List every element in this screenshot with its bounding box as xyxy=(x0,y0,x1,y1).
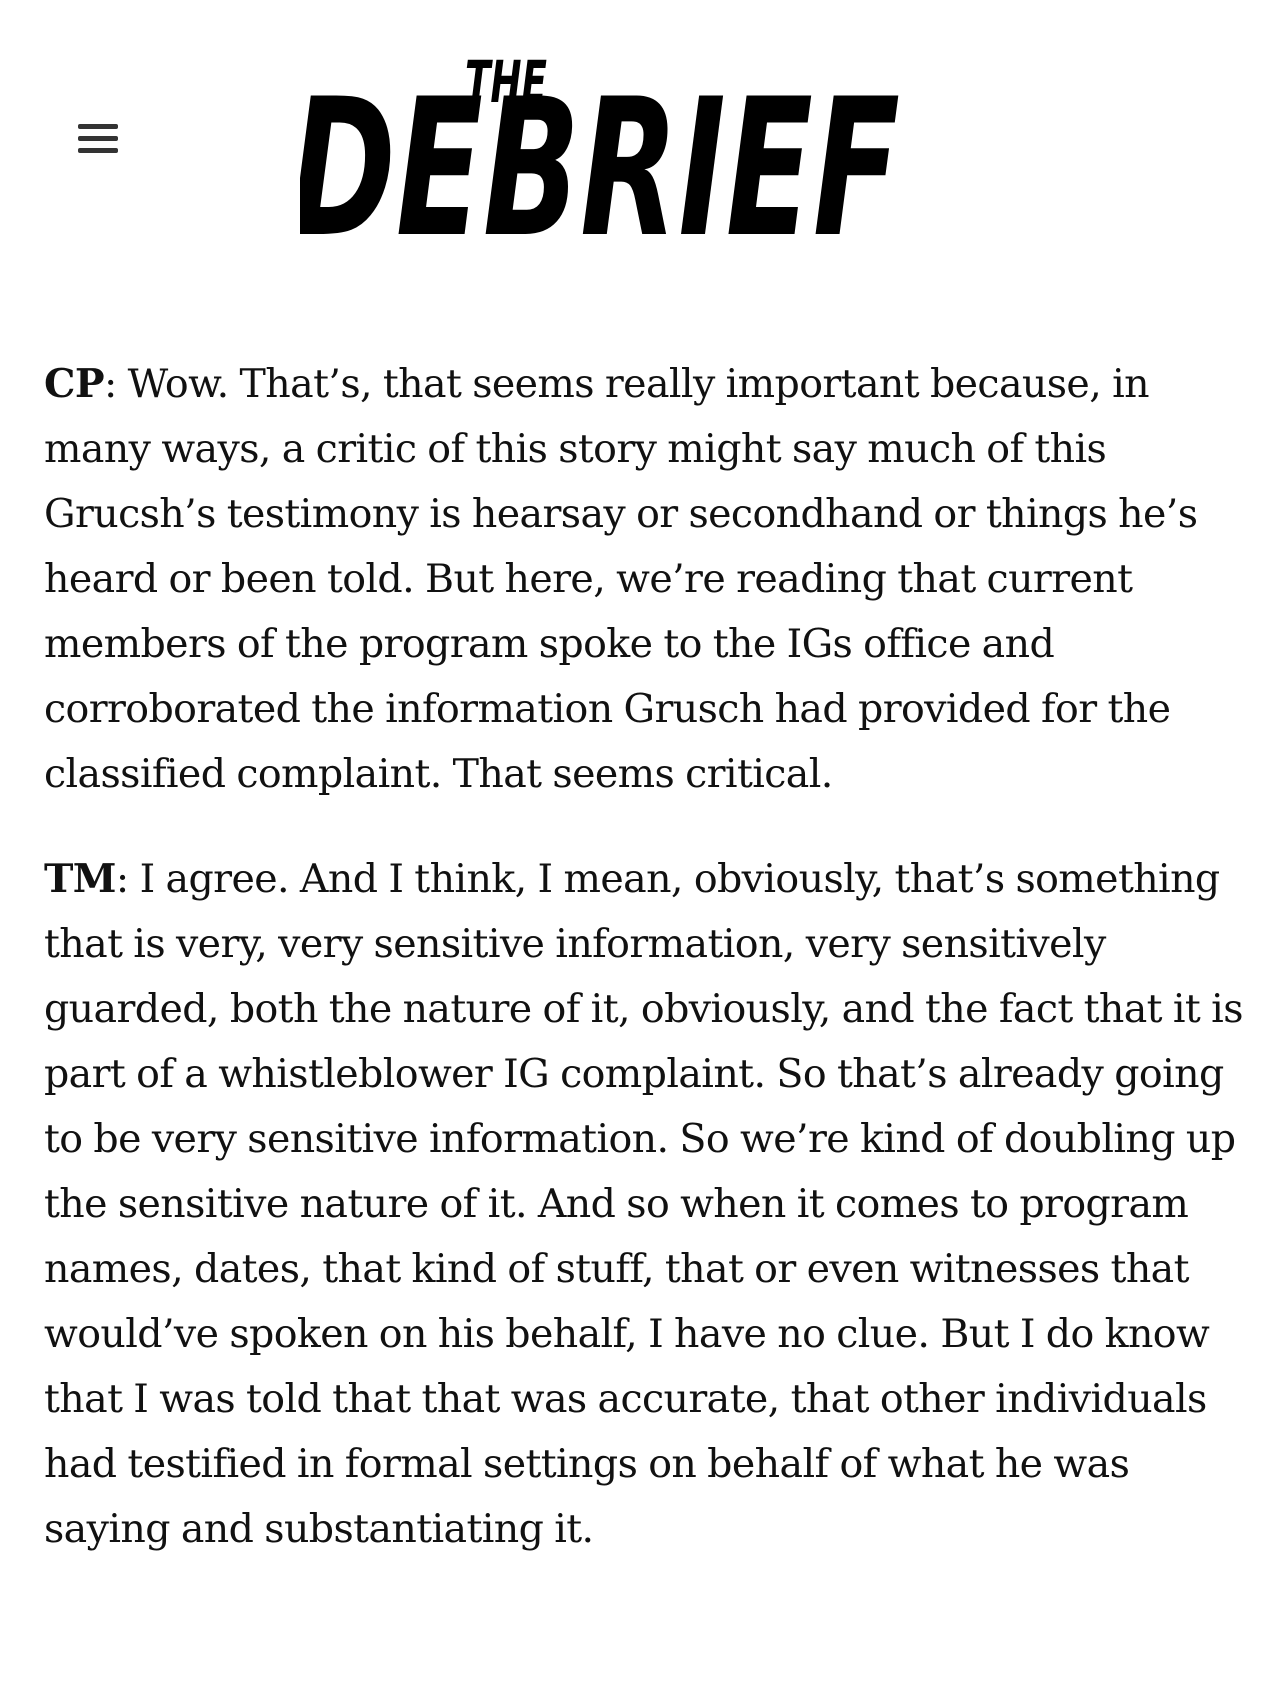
hamburger-menu-icon[interactable] xyxy=(70,118,126,162)
interview-paragraph xyxy=(44,847,1254,1562)
site-header xyxy=(0,0,1284,300)
menu-bar xyxy=(78,136,118,141)
paragraph-text: : Wow. That’s, that seems really important because, in many ways, a critic of this story might say much of this Grucsh’s testimony is hearsay or secondhand or things he’s heard or been told. But here, we’re reading that current members of the program spoke to the IGs office and corroborated the information Grusch had provided for the classified complaint. That seems critical. xyxy=(44,361,1198,797)
interview-paragraph xyxy=(44,352,1254,807)
logo-graphic xyxy=(300,40,960,270)
site-logo[interactable] xyxy=(300,40,960,270)
speaker-label: TM xyxy=(44,856,116,902)
speaker-label: CP xyxy=(44,361,104,407)
paragraph-text: : I agree. And I think, I mean, obviously, that’s something that is very, very sensitive information, very sensitively guarded, both the nature of it, obviously, and the fact that it is part of a whistleblower IG complaint. So that’s already going to be very sensitive information. So we’re kind of doubling up the sensitive nature of it. And so when it comes to program names, dates, that kind of stuff, that or even witnesses that would’ve spoken on his behalf, I have no clue. But I do know that I was told that that was accurate, that other individuals had testified in formal settings on behalf of what he was saying and substantiating it. xyxy=(44,856,1243,1552)
logo-small-word: THE xyxy=(465,48,547,116)
logo-big-word: DEBRIEF xyxy=(300,58,900,270)
article-body xyxy=(44,352,1254,1602)
menu-bar xyxy=(78,124,118,129)
menu-bar xyxy=(78,148,118,153)
